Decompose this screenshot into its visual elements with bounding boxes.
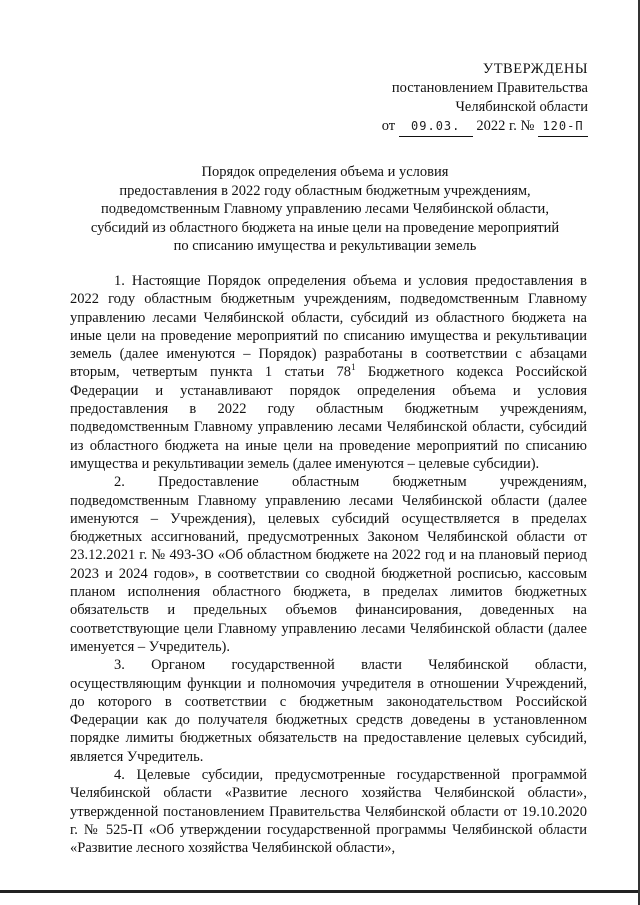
- paragraph-1-text-b: Бюджетного кодекса Российской Федерации и устанавливают порядок определения объема и условия предоставления в 2022 году областным бюджетным учреждениям, подведомственным Главному управлению лесами Челябинской области, субсидий из областного бюджета на иные цели на проведение мероприятий по списанию имущества и рекультивации земель (далее именуются – целевые субсидии).: [70, 364, 588, 472]
- number-field: [538, 117, 588, 137]
- paragraph-2: 2. Предоставление областным бюджетным учреждениям, подведомственным Главному управлению лесами Челябинской области (далее именуются – Учреждения), целевых субсидий осуществляется в пределах бюджетных ассигнований, предусмотренных Законом Челябинской области от 23.12.2021 г. № 493-ЗО «Об областном бюджете на 2022 год и на плановый период 2023 и 2024 годов», в соответствии со сводной бюджетной росписью, кассовым планом исполнения областного бюджета, в пределах лимитов бюджетных обязательств и предельных объемов финансирования, доведенных на соответствующие цели Главному управлению лесами Челябинской области (далее именуется – Учредитель).: [70, 474, 587, 655]
- approval-stamp-block: [328, 60, 588, 137]
- title-line-4: субсидий из областного бюджета на иные цели на проведение мероприятий: [90, 219, 560, 236]
- title-line-2: предоставления в 2022 году областным бюджетным учреждениям,: [119, 182, 531, 199]
- paragraph-1: [70, 272, 587, 473]
- paragraph-4: 4. Целевые субсидии, предусмотренные государственной программой Челябинской области «Развитие лесного хозяйства Челябинской области», утвержденной постановлением Правительства Челябинской области от 19.10.2020 г. № 525-П «Об утверждении государственной программы Челябинской области «Развитие лесного хозяйства Челябинской области»,: [70, 767, 587, 857]
- paragraph-1-superscript: 1: [351, 362, 356, 373]
- bottom-scan-border: [0, 890, 640, 893]
- title-line-1: Порядок определения объема и условия: [201, 164, 449, 180]
- document-body: [70, 272, 587, 858]
- date-prefix: от: [381, 118, 396, 134]
- approval-heading: УТВЕРЖДЕНЫ: [482, 61, 588, 77]
- approval-line-2: Челябинской области: [455, 99, 588, 115]
- paragraph-3: 3. Органом государственной власти Челябинской области, осуществляющим функции и полномочия учредителя в отношении Учреждений, до которого в соответствии с бюджетным законодательством Российской Федерации как до получателя бюджетных средств доведены в установленном порядке лимиты бюджетных обязательств на предоставление целевых субсидий, является Учредитель.: [70, 657, 587, 765]
- approval-line-1: постановлением Правительства: [391, 80, 588, 96]
- handwritten-date: 09.03.: [411, 119, 461, 133]
- year-label: 2022 г. №: [476, 118, 535, 134]
- approval-date-line: [328, 117, 588, 137]
- paragraph-1-text-a: 1. Настоящие Порядок определения объема и условия предоставления в 2022 году областным бюджетным учреждениям, подведомственным Главному управлению лесами Челябинской области, субсидий из областного бюджета на иные цели на проведение мероприятий по списанию имущества и рекультивации земель (далее именуются – Порядок) разработаны в соответствии с абзацами вторым, четвертым пункта 1 статьи 78: [70, 273, 587, 381]
- handwritten-number: 120-П: [542, 119, 584, 133]
- title-line-3: подведомственным Главному управлению лесами Челябинской области,: [101, 201, 549, 217]
- title-line-5: по списанию имущества и рекультивации земель: [173, 238, 477, 254]
- document-title: [70, 163, 580, 256]
- date-field: [399, 117, 473, 137]
